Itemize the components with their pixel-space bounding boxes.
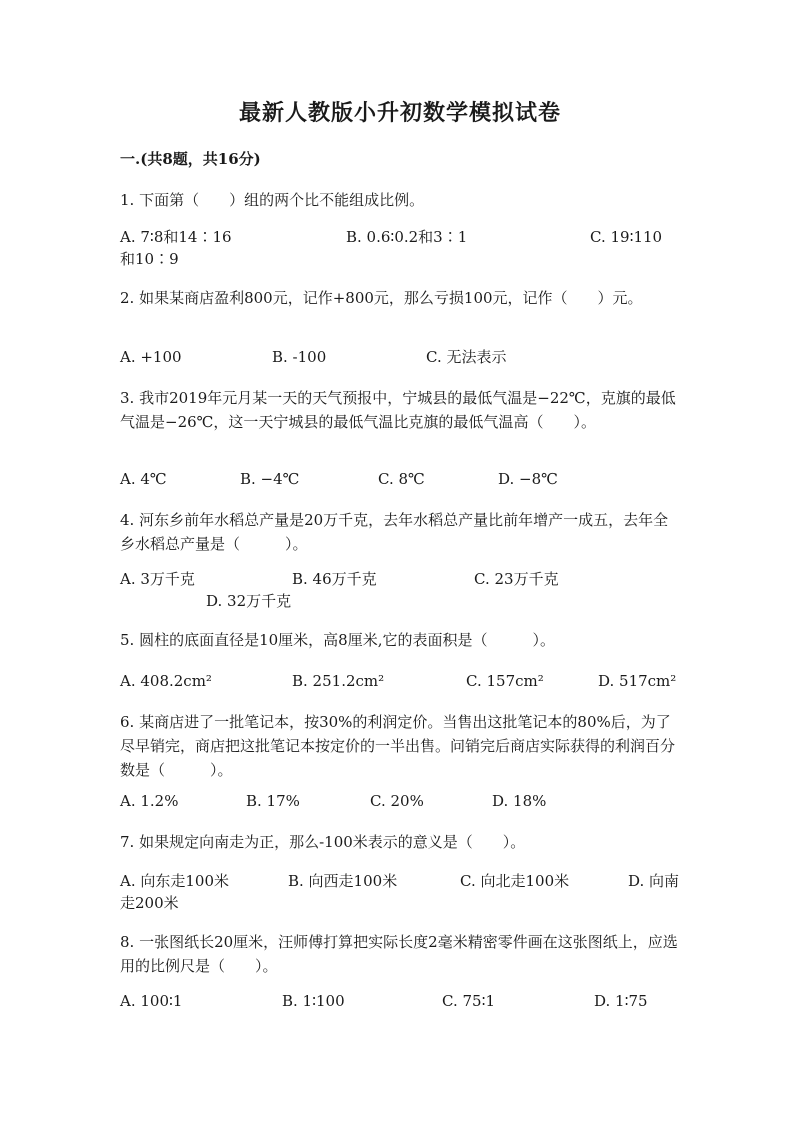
option-c: C. 75∶1 bbox=[442, 992, 496, 1010]
option-c: C. 8℃ bbox=[378, 470, 425, 488]
option-d: D. 32万千克 bbox=[206, 592, 292, 610]
option-d: D. 1∶75 bbox=[594, 992, 648, 1010]
option-a: A. 4℃ bbox=[120, 470, 167, 488]
option-b: B. 251.2cm² bbox=[292, 672, 385, 690]
question-7-options bbox=[120, 870, 680, 918]
question-3-stem: 3. 我市2019年元月某一天的天气预报中，宁城县的最低气温是−22℃，克旗的最低气温是−26℃，这一天宁城县的最低气温比克旗的最低气温高（ ）。 bbox=[120, 389, 676, 431]
option-c: C. 20% bbox=[370, 792, 424, 810]
question-5-stem: 5. 圆柱的底面直径是10厘米，高8厘米,它的表面积是（ ）。 bbox=[120, 631, 555, 649]
option-a: A. +100 bbox=[120, 348, 182, 366]
option-c: C. 157cm² bbox=[466, 672, 544, 690]
option-b: B. 46万千克 bbox=[292, 570, 377, 588]
question-4-options bbox=[120, 568, 680, 616]
option-a: A. 3万千克 bbox=[120, 570, 195, 588]
option-b: B. 17% bbox=[246, 792, 300, 810]
option-b: B. −4℃ bbox=[240, 470, 300, 488]
option-c: C. 23万千克 bbox=[474, 570, 559, 588]
option-c: C. 19∶110 bbox=[590, 228, 663, 246]
question-4-stem: 4. 河东乡前年水稻总产量是20万千克，去年水稻总产量比前年增产一成五，去年全乡水稻总产量是（ ）。 bbox=[120, 511, 669, 553]
question-7-stem: 7. 如果规定向南走为正，那么-100米表示的意义是（ ）。 bbox=[120, 833, 526, 851]
question-6-stem: 6. 某商店进了一批笔记本，按30%的利润定价。当售出这批笔记本的80%后，为了尽早销完，商店把这批笔记本按定价的一半出售。问销完后商店实际获得的利润百分数是（ ）。 bbox=[120, 713, 676, 779]
question-1-options bbox=[120, 226, 680, 274]
option-c-continued: 和10∶9 bbox=[120, 250, 179, 268]
option-a: A. 100∶1 bbox=[120, 992, 183, 1010]
question-8-options bbox=[120, 990, 680, 1038]
option-d: D. 向南 bbox=[628, 872, 680, 890]
option-a: A. 1.2% bbox=[120, 792, 179, 810]
option-d: D. 517cm² bbox=[598, 672, 677, 690]
option-a: A. 7∶8和14∶16 bbox=[120, 228, 232, 246]
question-8-stem: 8. 一张图纸长20厘米，汪师傅打算把实际长度2毫米精密零件画在这张图纸上，应选用的比例尺是（ ）。 bbox=[120, 933, 678, 975]
question-1-stem: 1. 下面第（ ）组的两个比不能组成比例。 bbox=[120, 191, 425, 209]
option-b: B. -100 bbox=[272, 348, 327, 366]
page-title: 最新人教版小升初数学模拟试卷 bbox=[238, 100, 561, 126]
option-c: C. 无法表示 bbox=[426, 348, 507, 366]
option-a: A. 向东走100米 bbox=[120, 872, 229, 890]
option-d: D. 18% bbox=[492, 792, 547, 810]
option-b: B. 0.6∶0.2和3∶1 bbox=[346, 228, 468, 246]
option-b: B. 1∶100 bbox=[282, 992, 345, 1010]
option-d: D. −8℃ bbox=[498, 470, 558, 488]
option-b: B. 向西走100米 bbox=[288, 872, 398, 890]
option-c: C. 向北走100米 bbox=[460, 872, 570, 890]
option-a: A. 408.2cm² bbox=[120, 672, 212, 690]
question-2-stem: 2. 如果某商店盈利800元，记作+800元，那么亏损100元，记作（ ）元。 bbox=[120, 289, 643, 307]
option-d-continued: 走200米 bbox=[120, 894, 179, 912]
section-heading: 一.(共8题，共16分) bbox=[120, 150, 261, 168]
